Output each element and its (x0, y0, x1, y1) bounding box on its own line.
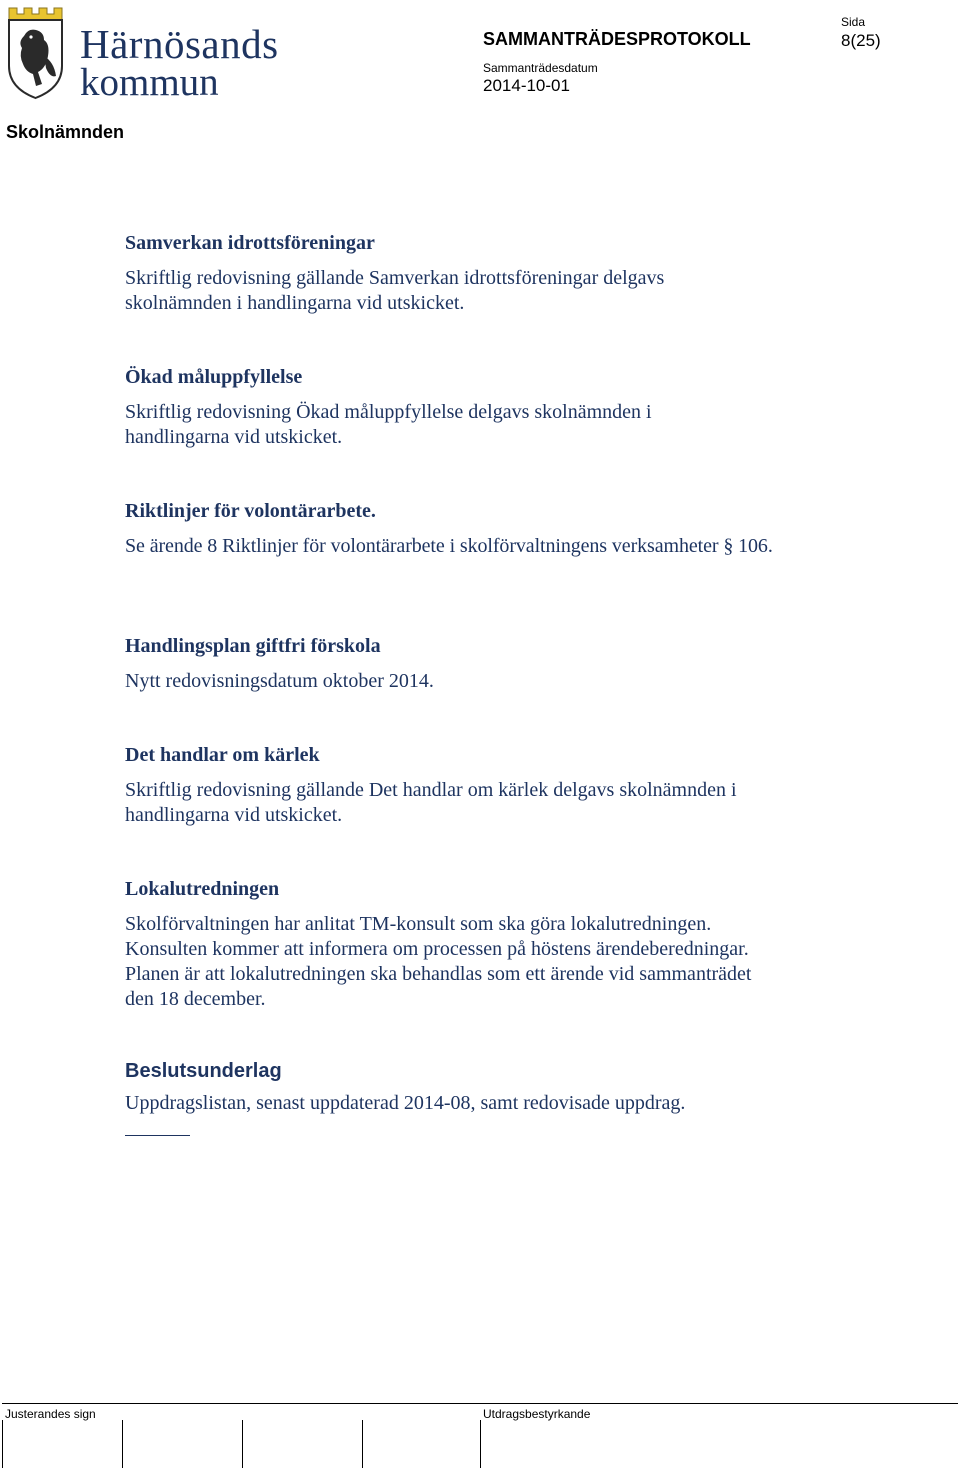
decision-basis-text: Uppdragslistan, senast uppdaterad 2014-08, samt redovisade uppdrag. (125, 1092, 686, 1114)
end-divider (125, 1135, 190, 1136)
decision-basis-heading: Beslutsunderlag (125, 1060, 282, 1082)
extract-certification-label: Utdragsbestyrkande (483, 1407, 591, 1421)
page-number: 8(25) (841, 31, 881, 50)
section-body: Skriftlig redovisning gällande Det handlar om kärlek delgavs skolnämnden i handlingarna vid utskicket. (125, 779, 737, 826)
document-type: SAMMANTRÄDESPROTOKOLL (483, 29, 751, 49)
signature-box-divider (122, 1420, 123, 1468)
footer-top-rule (2, 1403, 958, 1404)
meeting-date-label: Sammanträdesdatum (483, 61, 598, 75)
adjusters-sign-label: Justerandes sign (5, 1407, 96, 1421)
section-okad-maluppfyllelse (125, 364, 715, 450)
section-body: Nytt redovisningsdatum oktober 2014. (125, 670, 434, 692)
section-heading: Riktlinjer för volontärarbete. (125, 500, 376, 522)
section-body: Se ärende 8 Riktlinjer för volontärarbete i skolförvaltningens verksamheter § 106. (125, 535, 773, 557)
section-body: Skriftlig redovisning gällande Samverkan idrottsföreningar delgavs skolnämnden i handlingarna vid utskicket. (125, 267, 665, 314)
signature-box-divider (362, 1420, 363, 1468)
section-det-handlar-om-karlek (125, 742, 815, 828)
meeting-date: 2014-10-01 (483, 76, 570, 95)
section-body: Skolförvaltningen har anlitat TM-konsult som ska göra lokalutredningen. Konsulten kommer att informera om processen på höstens ärendeberedningar. Planen är att lokalutredningen ska behandlas som ett ärende vid sammanträdet den 18 december. (125, 913, 752, 1010)
signature-footer (2, 1403, 958, 1469)
org-name-line1: Härnösands (80, 21, 279, 67)
coat-of-arms-icon (6, 6, 76, 100)
section-lokalutredningen (125, 876, 775, 1012)
section-heading: Lokalutredningen (125, 878, 280, 900)
section-handlingsplan (125, 633, 434, 694)
signature-box-divider (480, 1420, 481, 1468)
signature-box-divider (242, 1420, 243, 1468)
org-name-line2: kommun (80, 61, 219, 104)
page-label: Sida (841, 15, 866, 29)
committee-name: Skolnämnden (6, 122, 125, 142)
section-body: Skriftlig redovisning Ökad måluppfyllelse delgavs skolnämnden i handlingarna vid utskicket. (125, 401, 652, 448)
section-heading: Handlingsplan giftfri förskola (125, 635, 381, 657)
section-samverkan (125, 230, 725, 316)
section-heading: Det handlar om kärlek (125, 744, 320, 766)
section-heading: Ökad måluppfyllelse (125, 366, 303, 388)
section-heading: Samverkan idrottsföreningar (125, 232, 375, 254)
signature-box-divider (2, 1420, 3, 1468)
section-riktlinjer (125, 498, 805, 559)
